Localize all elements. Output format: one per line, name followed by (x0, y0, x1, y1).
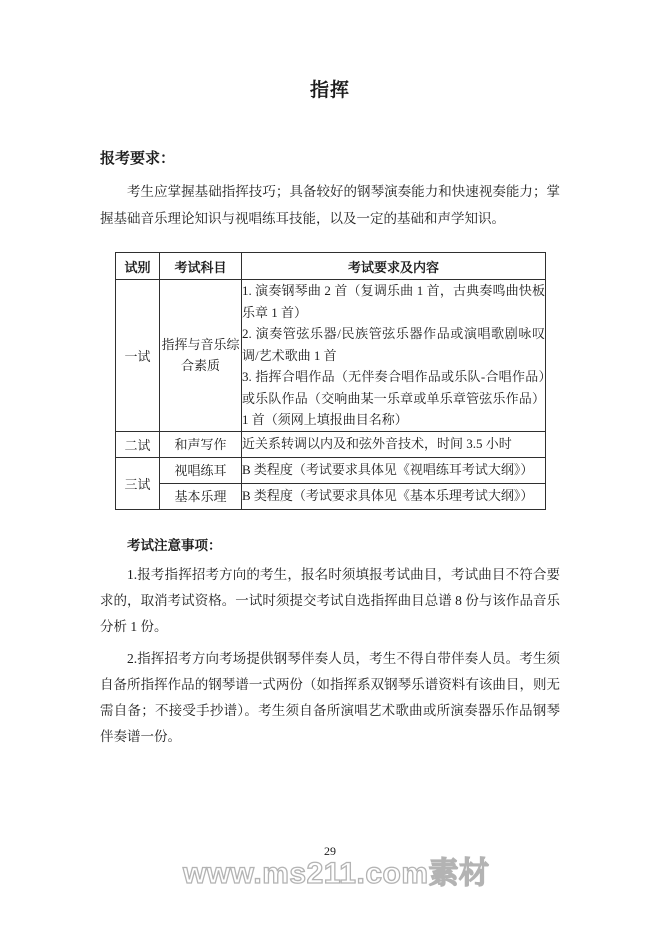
exam-requirements-table (115, 252, 546, 510)
page-number: 29 (324, 844, 336, 858)
content-cell-4 (242, 483, 546, 509)
table-header-row (116, 253, 546, 280)
content-item: 近关系转调以内及和弦外音技术，时间 3.5 小时 (242, 436, 512, 452)
content-cell-2 (242, 431, 546, 457)
table-row (116, 431, 546, 457)
page-title: 指挥 (309, 80, 350, 101)
round-cell-1: 一试 (116, 280, 160, 432)
requirements-paragraph: 考生应掌握基础指挥技巧；具备较好的钢琴演奏能力和快速视奏能力；掌握基础音乐理论知识与视唱练耳技能，以及一定的基础和声学知识。 (100, 184, 560, 226)
subject-cell-1: 指挥与音乐综合素质 (160, 280, 242, 432)
document-content (100, 0, 560, 750)
content-cell-3 (242, 457, 546, 483)
content-cell-1 (242, 280, 546, 432)
table-row (116, 457, 546, 483)
subject-cell-3: 视唱练耳 (160, 457, 242, 483)
content-item: 3. 指挥合唱作品（无伴奏合唱作品或乐队-合唱作品）或乐队作品（交响曲某一乐章或单乐章管弦乐作品）1 首（须网上填报曲目名称） (242, 369, 545, 427)
header-content: 考试要求及内容 (242, 253, 546, 280)
header-round: 试别 (116, 253, 160, 280)
content-item: B 类程度（考试要求具体见《基本乐理考试大纲》） (242, 488, 534, 504)
round-cell-2: 二试 (116, 431, 160, 457)
table-row (116, 280, 546, 432)
watermark: www.ms211.com素材 (183, 857, 490, 890)
note-paragraph-2: 2.指挥招考方向考场提供钢琴伴奏人员，考生不得自带伴奏人员。考生须自备所指挥作品的钢琴谱一式两份（如指挥系双钢琴乐谱资料有该曲目，则无需自备；不接受手抄谱）。考生须自备所演唱艺术歌曲或所演奏器乐作品钢琴伴奏谱一份。 (100, 650, 560, 744)
content-item: 2. 演奏管弦乐器/民族管弦乐器作品或演唱歌剧咏叹调/艺术歌曲 1 首 (242, 326, 545, 363)
round-cell-3: 三试 (116, 457, 160, 509)
content-item: B 类程度（考试要求具体见《视唱练耳考试大纲》） (242, 462, 534, 478)
requirements-heading: 报考要求： (100, 151, 176, 167)
subject-cell-4: 基本乐理 (160, 483, 242, 509)
header-subject: 考试科目 (160, 253, 242, 280)
content-item: 1. 演奏钢琴曲 2 首（复调乐曲 1 首，古典奏鸣曲快板乐章 1 首） (242, 283, 545, 320)
subject-cell-2: 和声写作 (160, 431, 242, 457)
table-row (116, 483, 546, 509)
note-paragraph-1: 1.报考指挥招考方向的考生，报名时须填报考试曲目，考试曲目不符合要求的，取消考试资格。一试时须提交考试自选指挥曲目总谱 8 份与该作品音乐分析 1 份。 (100, 566, 560, 634)
notes-heading: 考试注意事项： (127, 537, 222, 553)
